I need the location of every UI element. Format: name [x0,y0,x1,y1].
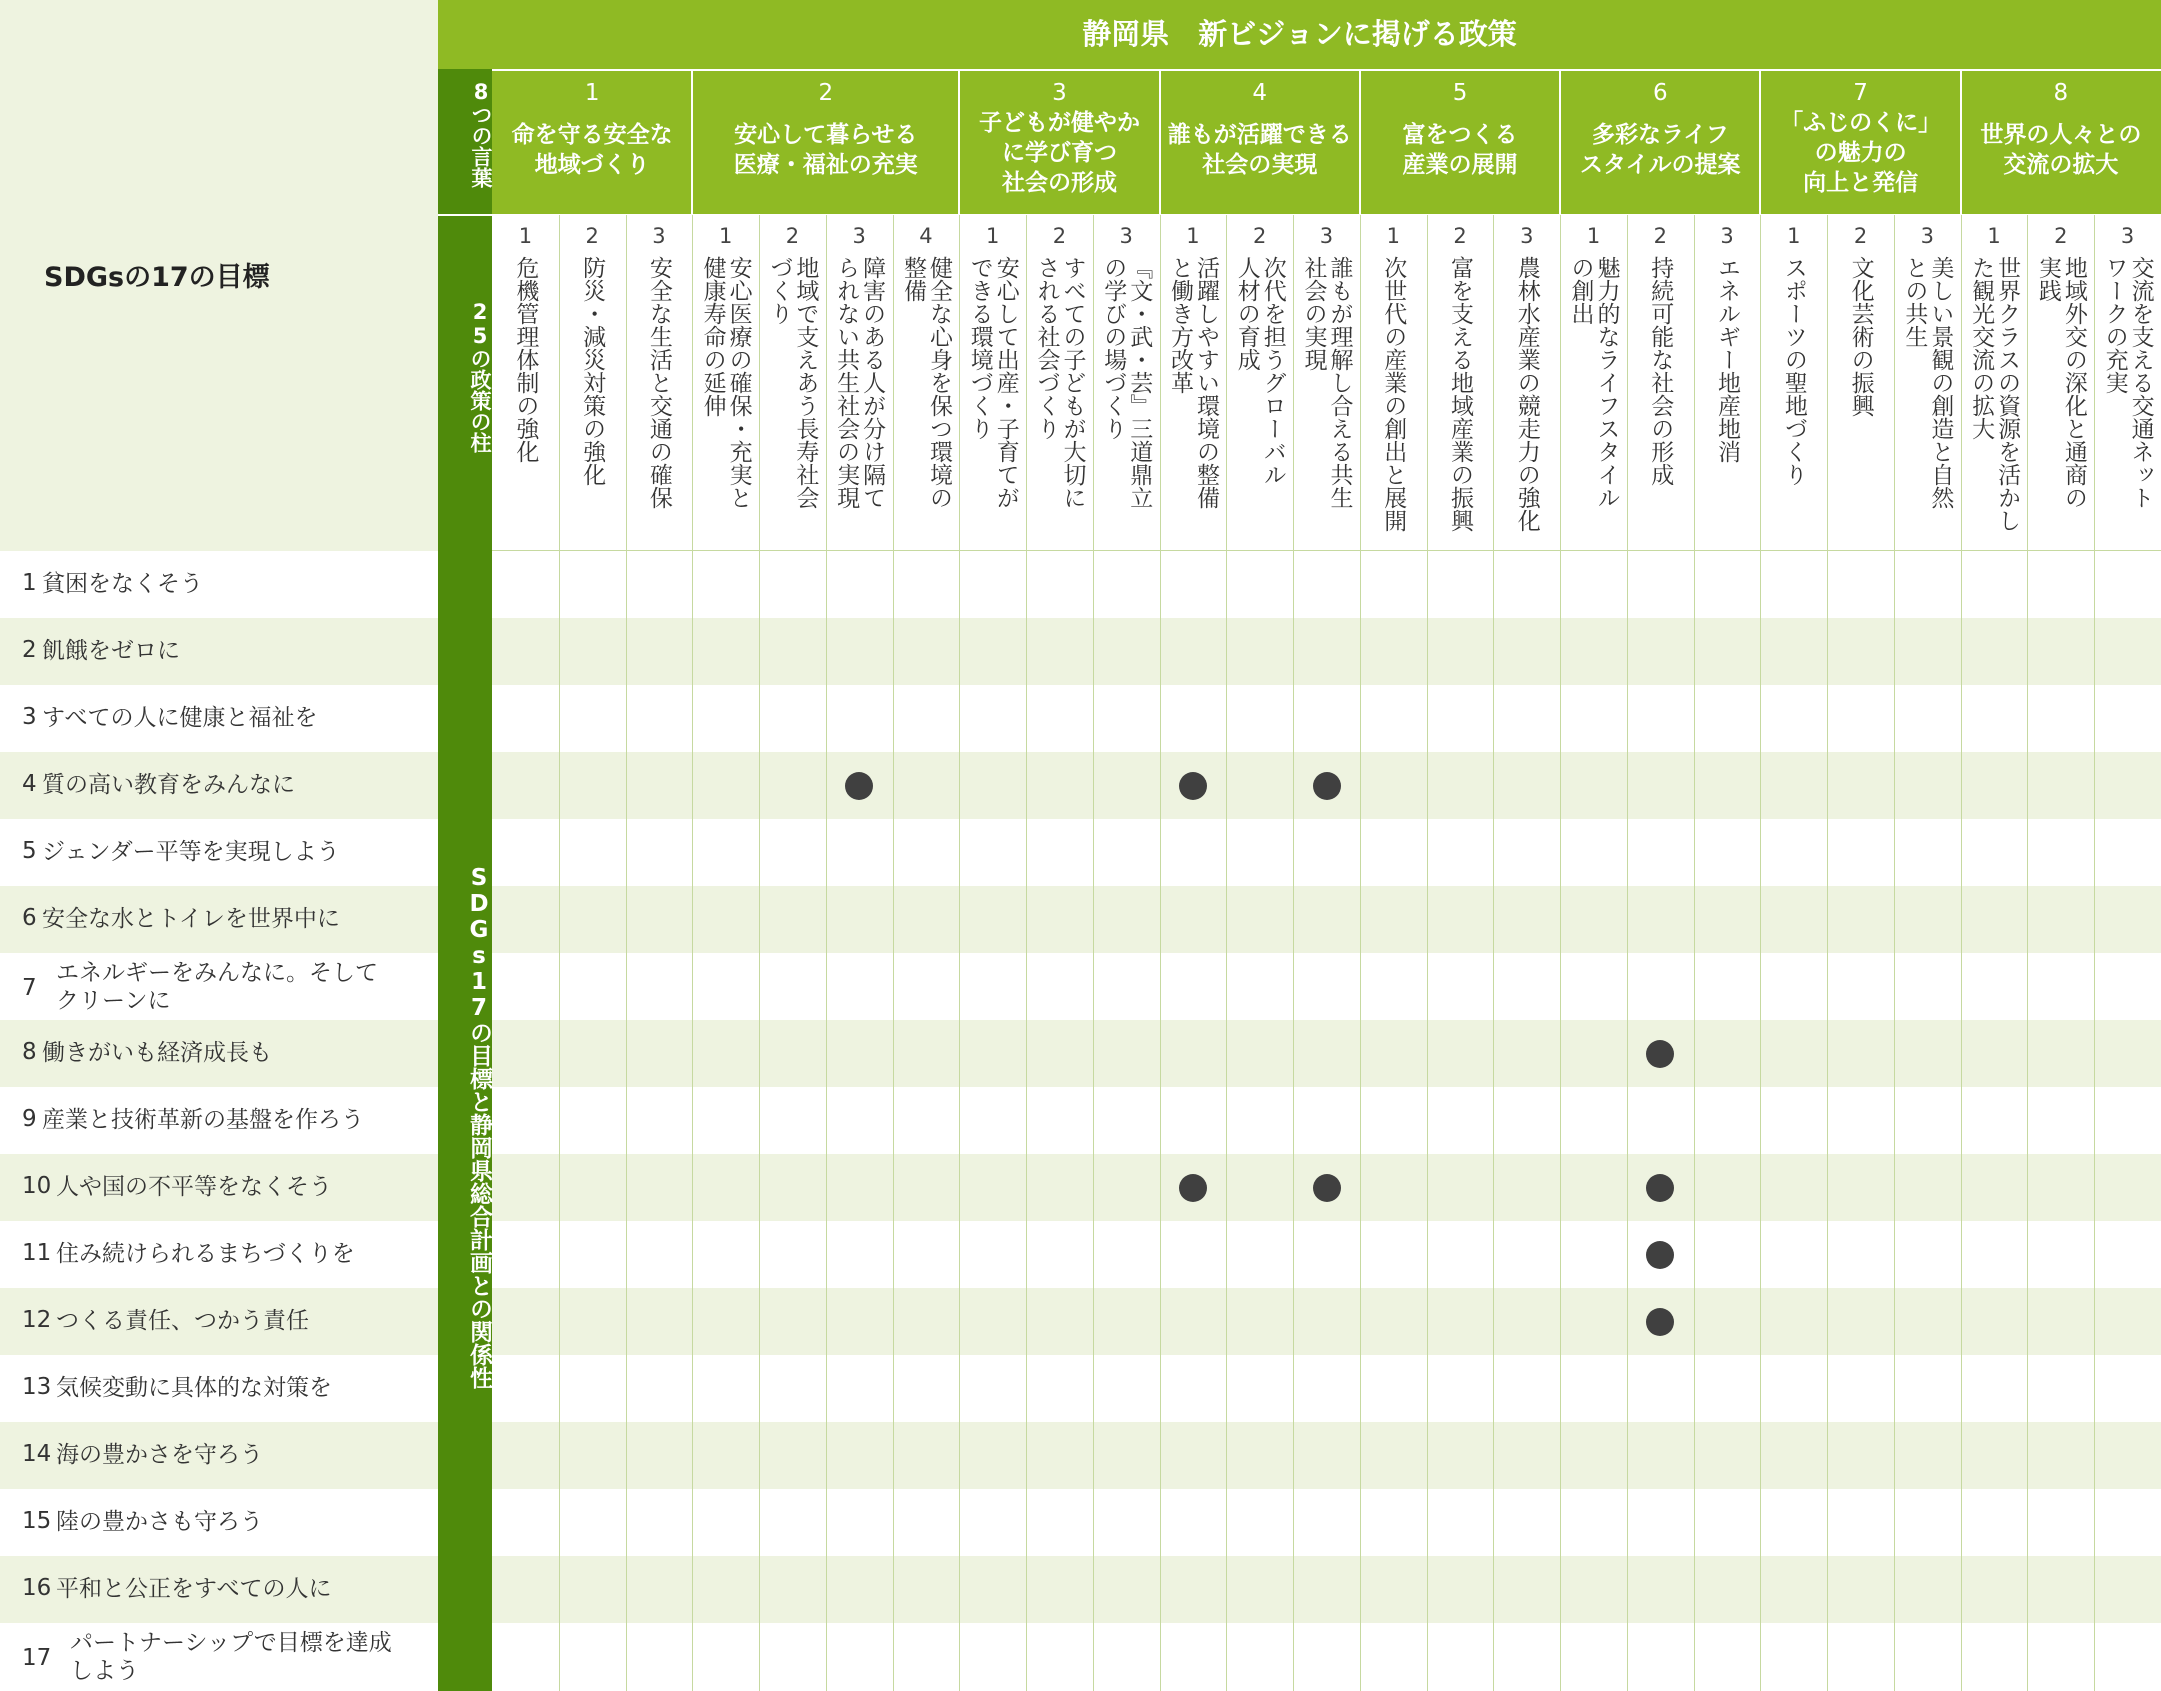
vision-separator [1359,69,1361,215]
policy-number: 1 [1787,224,1801,248]
grid-line [1026,215,1027,1691]
vision-header [959,80,1159,198]
policy-label [1647,256,1673,546]
goal-row [0,1489,2161,1556]
policy-label-line: 地域で支えあう長寿社会 [792,256,819,509]
grid-line [1427,215,1428,1691]
goal-label [56,1374,332,1402]
policy-label-line: 健全な心身を保つ環境の [925,256,952,509]
goal-label [42,570,203,598]
goal-label-line: 貧困をなくそう [42,571,203,597]
vision-title-text [692,120,959,180]
goal-label [42,905,340,933]
goal-label-line: 産業と技術革新の基盤を作ろう [42,1107,364,1133]
goal-number: 1 [22,570,37,596]
band-divider [438,214,492,216]
goal-number: 4 [22,771,37,797]
policy-label [512,256,538,546]
vision-separator [1159,69,1161,215]
vision-title: 静岡県 新ビジョンに掲げる政策 [438,0,2161,69]
policy-label-line: 健康寿命の延伸 [699,256,726,417]
relation-dot [1646,1241,1674,1269]
relation-dot [1646,1040,1674,1068]
policy-number: 3 [852,224,866,248]
goal-label [56,1575,332,1603]
policy-label [1234,256,1286,546]
policy-number: 3 [1119,224,1133,248]
grid-line [1961,215,1962,1691]
policy-label-line: 障害のある人が分け隔て [859,256,886,509]
vision-title-line: の魅力の [1814,140,1907,166]
goal-row [0,618,2161,685]
policy-label-line: 安心医療の確保・充実と [725,256,752,509]
goal-row [0,1422,2161,1489]
policy-label-line: すべての子どもが大切に [1059,256,1086,509]
header-bottom-line [492,550,2161,551]
goal-number: 6 [22,905,37,931]
vision-title-text [492,120,692,180]
policy-label [1167,256,1219,546]
policy-number: 2 [785,224,800,248]
policy-label-line: 『文・武・芸』三道鼎立 [1126,256,1153,509]
goal-row [0,685,2161,752]
policy-number: 3 [1920,224,1935,248]
goal-label [42,704,318,732]
vision-title-line: 社会の形成 [1001,170,1117,196]
goal-label-line: エネルギーをみんなに。そして [56,960,378,986]
goal-label [42,637,180,665]
relation-dot [1313,1174,1341,1202]
grid-line [1360,215,1361,1691]
policy-label-line: される社会づくり [1033,256,1060,440]
goal-label-line: 気候変動に具体的な対策を [56,1375,332,1401]
grid-line [1293,215,1294,1691]
vision-number: 6 [1652,80,1668,106]
goal-label [42,1039,272,1067]
goal-label-line: 平和と公正をすべての人に [56,1576,332,1602]
goal-number: 14 [22,1441,52,1467]
policy-label-line: 交流を支える交通ネット [2127,256,2154,509]
policy-number: 1 [718,224,733,248]
grid-line [759,215,760,1691]
policy-label [900,256,952,546]
vision-separator [691,69,693,215]
vision-number: 3 [1052,80,1067,106]
vision-header [1760,80,1960,198]
vision-separator [1960,69,1962,215]
goal-label [42,771,295,799]
policy-number: 3 [1319,224,1334,248]
vision-number: 5 [1452,80,1468,106]
goal-row [0,551,2161,618]
policy-label-line: 防災・減災対策の強化 [579,256,606,486]
vision-title-line: 産業の展開 [1402,152,1518,178]
grid-line [2094,215,2095,1691]
policy-label [1848,256,1874,546]
policy-number: 2 [1052,224,1067,248]
policy-label [700,256,752,546]
vision-title-line: 多彩なライフ [1591,122,1729,148]
policy-label-line: スポーツの聖地づくり [1780,256,1807,486]
goal-number: 13 [22,1374,52,1400]
relation-dot [1646,1308,1674,1336]
vision-header [1360,80,1560,180]
goal-label [56,1307,309,1335]
vision-number: 8 [2053,80,2069,106]
goal-label-line: パートナーシップで目標を達成 [70,1630,392,1656]
grid-line [692,215,693,1691]
goal-number: 8 [22,1039,37,1065]
goal-label [56,1173,332,1201]
goal-label [56,1441,263,1469]
policy-label-line: 誰もが理解し合える共生 [1326,256,1353,509]
policy-label-line: 次代を担うグローバル [1259,256,1286,486]
goal-number: 3 [22,704,37,730]
vision-separator [1759,69,1761,215]
policy-label [2035,256,2087,546]
policy-number: 2 [1453,224,1467,248]
policy-number: 1 [1186,224,1200,248]
grid-line [1093,215,1094,1691]
goal-label-line: 働きがいも経済成長も [42,1040,272,1066]
policy-label [1968,256,2020,546]
policy-number: 1 [1987,224,2001,248]
policy-number: 2 [1253,224,1267,248]
policy-label [1033,256,1085,546]
goal-label-line: 人や国の不平等をなくそう [56,1174,332,1200]
vision-title-line: 医療・福祉の充実 [733,152,918,178]
vision-title-text [1160,120,1360,180]
grid-line [1226,215,1227,1691]
vision-title-line: に学び育つ [1001,140,1117,166]
policy-label [1447,256,1473,546]
vision-title-text [1560,120,1760,180]
relation-dot [1646,1174,1674,1202]
goal-label [42,838,340,866]
goal-label [56,1240,355,1268]
goal-label-line: すべての人に健康と福祉を [42,705,318,731]
goal-number: 11 [22,1240,52,1266]
vision-title-text [959,108,1159,198]
vision-header [1160,80,1360,180]
policy-label [1901,256,1953,546]
vision-header [1961,80,2161,180]
goal-label-line: 飢餓をゼロに [42,638,180,664]
vision-title-line: スタイルの提案 [1580,152,1741,178]
goal-number: 15 [22,1508,52,1534]
goal-row [0,752,2161,819]
vision-number: 1 [584,80,600,106]
goal-label [56,1508,263,1536]
policy-label-line: 美しい景観の創造と自然 [1927,256,1954,509]
goal-label [56,959,378,1015]
policy-label-line: ワークの充実 [2101,256,2128,394]
vision-title-line: 「ふじのくに」 [1780,110,1942,136]
grid-line [626,215,627,1691]
vision-header [1560,80,1760,180]
grid-line [1827,215,1828,1691]
policy-number: 2 [585,224,599,248]
policy-label-line: できる環境づくり [966,256,993,440]
policy-label [967,256,1019,546]
label-relation: SDGs17の目標と静岡県総合計画との関係性 [466,865,492,1389]
policy-label [1514,256,1540,546]
policy-number: 3 [2120,224,2135,248]
vision-title-line: 富をつくる [1402,122,1518,148]
policy-label-line: 地域外交の深化と通商の [2060,256,2087,509]
vision-title-text [1360,120,1560,180]
goal-number: 9 [22,1106,37,1132]
goal-label-line: ジェンダー平等を実現しよう [42,839,340,865]
vision-separator [958,69,960,215]
relation-dot [845,772,873,800]
policy-number: 2 [1653,224,1667,248]
policy-number: 3 [1720,224,1734,248]
vision-number: 7 [1853,80,1868,106]
policy-label-line: の学びの場づくり [1100,256,1127,440]
policy-label-line: 活躍しやすい環境の整備 [1192,256,1219,509]
vision-header [692,80,959,180]
vision-title-text [1760,108,1960,198]
relation-dot [1313,772,1341,800]
grid-line [959,215,960,1691]
grid-line [2027,215,2028,1691]
header-divider [438,69,2161,71]
label-25-pillars: 25の政策の柱 [468,300,492,453]
grid-line [1627,215,1628,1691]
goal-number: 17 [22,1645,52,1671]
vision-title-line: 安心して暮らせる [734,122,918,148]
goal-number: 10 [22,1173,52,1199]
policy-label-line: 人材の育成 [1233,256,1260,371]
policy-label-line: との共生 [1901,256,1928,348]
policy-label-line: 魅力的なライフスタイル [1593,256,1620,509]
policy-number: 2 [2054,224,2068,248]
vision-title-line: 命を守る安全な [511,122,673,148]
goal-number: 2 [22,637,37,663]
policy-label [1781,256,1807,546]
policy-label-line: 安心して出産・子育てが [992,256,1019,509]
grid-line [1493,215,1494,1691]
grid-line [1894,215,1895,1691]
goal-label-line: 住み続けられるまちづくりを [56,1241,355,1267]
grid-line [559,215,560,1691]
policy-label-line: 文化芸術の振興 [1847,256,1874,417]
goal-label-line: 質の高い教育をみんなに [42,772,295,798]
goal-label [70,1629,392,1685]
policy-label-line: 危機管理体制の強化 [512,256,539,463]
goal-label-line: クリーンに [56,988,171,1014]
vision-header [492,80,692,180]
policy-number: 3 [1520,224,1534,248]
policy-label-line: た観光交流の拡大 [1968,256,1995,440]
vision-title-line: 社会の実現 [1202,152,1318,178]
sdgs-title: SDGsの17の目標 [44,262,270,293]
policy-label [1568,256,1620,546]
goal-label-line: しよう [70,1658,139,1684]
goal-number: 5 [22,838,37,864]
policy-label [1100,256,1152,546]
relation-dot [1179,1174,1207,1202]
policy-label-line: 整備 [899,256,926,302]
goal-number: 16 [22,1575,52,1601]
policy-label-line: られない共生社会の実現 [833,256,860,509]
label-8-words: 8つの言葉 [469,80,493,188]
vision-title-line: 交流の拡大 [2003,152,2119,178]
vision-title-text [1961,120,2161,180]
policy-number: 4 [919,224,933,248]
goal-label-line: つくる責任、つかう責任 [56,1308,309,1334]
policy-label [833,256,885,546]
policy-number: 1 [986,224,1000,248]
goal-label-line: 海の豊かさを守ろう [56,1442,263,1468]
policy-label-line: 安全な生活と交通の確保 [645,256,672,509]
vision-title-line: 子どもが健やか [978,110,1140,136]
vision-separator [1559,69,1561,215]
goal-row [0,1288,2161,1355]
policy-label [579,256,605,546]
policy-number: 3 [652,224,666,248]
policy-number: 1 [1586,224,1601,248]
vision-title-line: 誰もが活躍できる [1167,122,1352,148]
policy-number: 1 [1386,224,1400,248]
policy-label-line: 農林水産業の競走力の強化 [1513,256,1540,532]
policy-label-line: 実践 [2034,256,2061,302]
policy-number: 2 [1853,224,1868,248]
policy-label [766,256,818,546]
policy-label-line: 富を支える地域産業の振興 [1447,256,1474,532]
policy-label-line: 持続可能な社会の形成 [1647,256,1674,486]
goal-number: 12 [22,1307,52,1333]
grid-line [1160,215,1161,1691]
grid-line [826,215,827,1691]
goal-label [42,1106,364,1134]
goal-label-line: 安全な水とトイレを世界中に [42,906,340,932]
vision-title-line: 向上と発信 [1803,170,1919,196]
policy-label [1301,256,1353,546]
goal-row [0,1020,2161,1087]
policy-label-line: と働き方改革 [1166,256,1193,394]
vision-title-line: 地域づくり [534,152,650,178]
grid-line [893,215,894,1691]
vision-number: 4 [1252,80,1268,106]
policy-number: 1 [518,224,533,248]
vision-number: 2 [818,80,834,106]
relation-dot [1179,772,1207,800]
policy-label [1380,256,1406,546]
policy-label-line: 世界クラスの資源を活かし [1994,256,2021,532]
policy-label-line: 次世代の産業の創出と展開 [1380,256,1407,532]
policy-label [2102,256,2154,546]
goal-label-line: 陸の豊かさも守ろう [56,1509,263,1535]
policy-label-line: エネルギー地産地消 [1714,256,1741,463]
policy-label-line: づくり [766,256,793,325]
policy-label [646,256,672,546]
policy-label-line: の創出 [1567,256,1594,325]
grid-line [1560,215,1561,1691]
grid-line [1694,215,1695,1691]
grid-line [1760,215,1761,1691]
policy-label-line: 社会の実現 [1300,256,1327,371]
vision-title-line: 世界の人々との [1980,122,2142,148]
goal-number: 7 [22,975,37,1001]
policy-label [1714,256,1740,546]
